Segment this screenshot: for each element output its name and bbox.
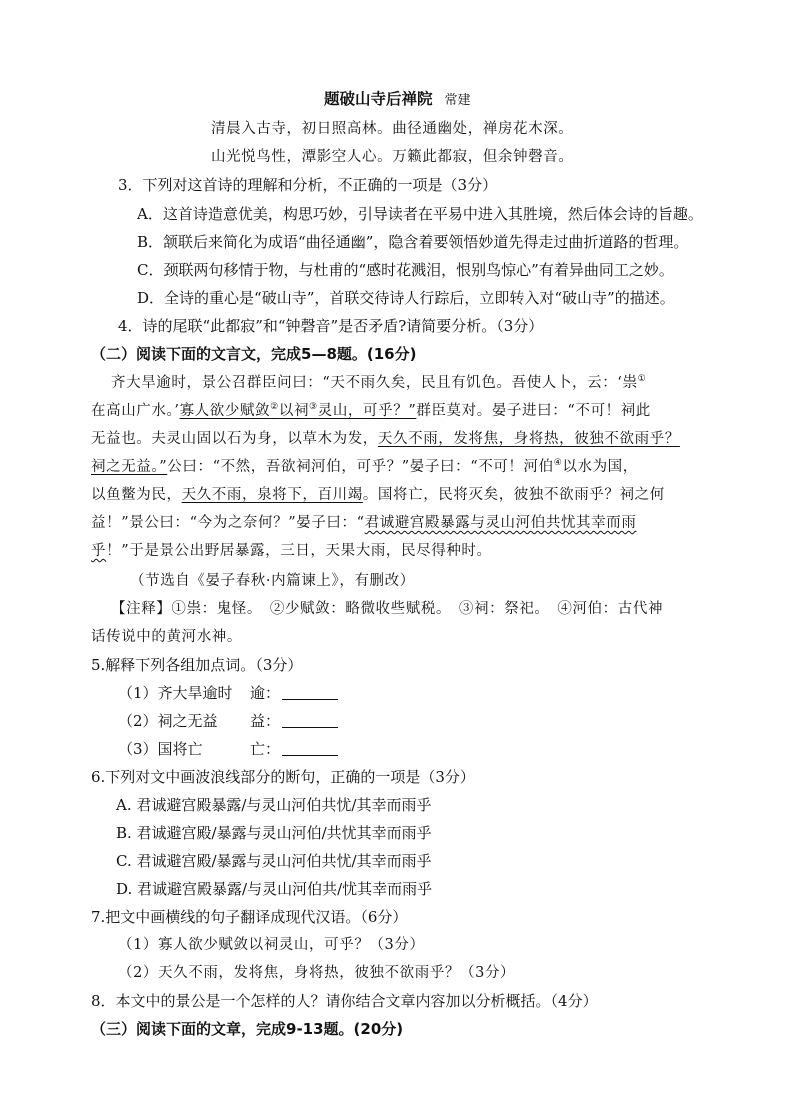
note-marker-2: ② xyxy=(270,402,279,412)
note-marker-4: ④ xyxy=(553,458,563,468)
passage-line-5 xyxy=(91,484,665,506)
wavy-underlined-sentence-end: 乎 xyxy=(91,543,107,559)
q3-stem: 3．下列对这首诗的理解和分析，不正确的一项是（3分） xyxy=(118,176,498,194)
poem-line-2: 山光悦鸟性，潭影空人心。万籁此都寂，但余钟磬音。 xyxy=(211,149,574,165)
passage-line-4 xyxy=(91,456,638,478)
underlined-sentence-1 xyxy=(180,403,417,419)
answer-blank[interactable] xyxy=(282,711,338,728)
passage-text: 益！”景公曰：“今为之奈何？”晏子曰：“ xyxy=(91,515,365,531)
passage-text: 无益也。夫灵山固以石为身，以草木为发， xyxy=(91,431,378,447)
q3-option-b: B．颔联后来简化为成语“曲径通幽”，隐含着要领悟妙道先得走过曲折道路的哲理。 xyxy=(137,233,689,251)
passage-line-2 xyxy=(91,400,651,422)
underlined-text: 寡人欲少赋敛 xyxy=(179,403,271,419)
q3-option-a: A．这首诗造意优美，构思巧妙，引导读者在平易中进入其胜境，然后体会诗的旨趣。 xyxy=(137,205,703,223)
answer-blank[interactable] xyxy=(282,683,338,700)
passage-text: 在高山广水。’ xyxy=(91,403,180,419)
q5-item-label: （1）齐大旱逾时 xyxy=(118,684,233,702)
q6-option-d: D. 君诚避宫殿暴露/与灵山河伯共/忧其幸而雨乎 xyxy=(116,880,433,898)
passage-text: 。国将亡，民将灭矣，彼独不欲雨乎？祠之何 xyxy=(362,487,665,503)
q6-stem: 6.下列对文中画波浪线部分的断句，正确的一项是（3分） xyxy=(91,768,475,786)
q8-stem: 8．本文中的景公是一个怎样的人？请你结合文章内容加以分析概括。（4分） xyxy=(91,992,598,1010)
q6-option-b: B. 君诚避宫殿/暴露与灵山河伯/共忧其幸而雨乎 xyxy=(116,824,432,842)
passage-text: 以水为国， xyxy=(562,459,638,475)
q5-item-word: 逾： xyxy=(250,684,281,702)
q5-item-1 xyxy=(118,682,338,704)
poem-title-line xyxy=(324,88,471,112)
underlined-sentence-2-end: 祠之无益。” xyxy=(91,459,168,475)
q3-option-d: D．全诗的重心是“破山寺”，首联交待诗人行踪后，立即转入对“破山寺”的描述。 xyxy=(137,289,675,307)
underlined-text: 以祠 xyxy=(278,403,310,419)
poem-title: 题破山寺后禅院 xyxy=(324,90,433,108)
notes-line-2: 话传说中的黄河水神。 xyxy=(91,629,242,645)
underlined-phrase: 天久不雨，泉将下，百川竭 xyxy=(181,487,363,503)
passage-line-6 xyxy=(91,512,636,534)
note-marker-3: ③ xyxy=(309,402,318,412)
passage-text: 公曰：“不然，吾欲祠河伯，可乎？”晏子曰：“不可！河伯 xyxy=(167,459,554,475)
note-marker-1: ① xyxy=(637,374,647,384)
section-3-heading: （三）阅读下面的文章，完成9-13题。(20分) xyxy=(91,1020,404,1038)
answer-blank[interactable] xyxy=(282,739,338,756)
q4-stem: 4．诗的尾联“此都寂”和“钟磬音”是否矛盾?请简要分析。（3分） xyxy=(118,317,544,335)
q7-sentence-1: （1）寡人欲少赋敛以祠灵山，可乎？（3分） xyxy=(118,937,425,953)
q5-item-label: （3）国将亡 xyxy=(118,740,203,758)
q5-item-3 xyxy=(118,738,338,760)
q5-item-word: 亡： xyxy=(250,740,281,758)
poem-author: 常建 xyxy=(444,93,471,108)
q5-item-label: （2）祠之无益 xyxy=(118,712,218,730)
q5-stem: 5.解释下列各组加点词。（3分） xyxy=(91,656,303,674)
passage-text: 以鱼鳖为民， xyxy=(91,487,182,503)
q7-sentence-2: （2）天久不雨，发将焦，身将热，彼独不欲雨乎？（3分） xyxy=(118,965,516,981)
passage-text: 群臣莫对。晏子进曰：“不可！祠此 xyxy=(416,403,651,419)
q5-item-word: 益： xyxy=(250,712,281,730)
notes-line-1: 【注释】①祟：鬼怪。 ②少赋敛：略微收些赋税。 ③祠：祭祀。 ④河伯：古代神 xyxy=(111,601,664,617)
q3-option-c: C．颈联两句移情于物，与杜甫的“感时花溅泪，恨别鸟惊心”有着异曲同工之妙。 xyxy=(137,261,674,279)
passage-line-1 xyxy=(111,372,646,394)
passage-text: 齐大旱逾时，景公召群臣问曰：“天不雨久矣，民且有饥色。吾使人卜，云：‘祟 xyxy=(111,375,638,391)
q5-item-2 xyxy=(118,710,338,732)
q6-option-a: A. 君诚避宫殿暴露/与灵山河伯共忧/其幸而雨乎 xyxy=(116,796,432,814)
section-2-heading: （二）阅读下面的文言文，完成5—8题。(16分) xyxy=(91,345,417,363)
q6-option-c: C. 君诚避宫殿/暴露与灵山河伯共忧/其幸而雨乎 xyxy=(116,852,432,870)
passage-line-7 xyxy=(91,540,492,562)
passage-source: （节选自《晏子春秋·内篇谏上》，有删改） xyxy=(130,573,415,589)
passage-text: ！”于是景公出野居暴露，三日，天果大雨，民尽得种时。 xyxy=(106,543,492,559)
passage-line-3 xyxy=(91,428,680,450)
poem-line-1: 清晨入古寺，初日照高林。曲径通幽处，禅房花木深。 xyxy=(211,121,574,137)
wavy-underlined-sentence: 君诚避宫殿暴露与灵山河伯共忧其幸而雨 xyxy=(364,515,637,531)
underlined-text: 灵山，可乎？” xyxy=(317,403,417,419)
q7-stem: 7.把文中画横线的句子翻译成现代汉语。（6分） xyxy=(91,908,408,926)
underlined-sentence-2: 天久不雨，发将焦，身将热，彼独不欲雨乎？ xyxy=(377,431,680,447)
